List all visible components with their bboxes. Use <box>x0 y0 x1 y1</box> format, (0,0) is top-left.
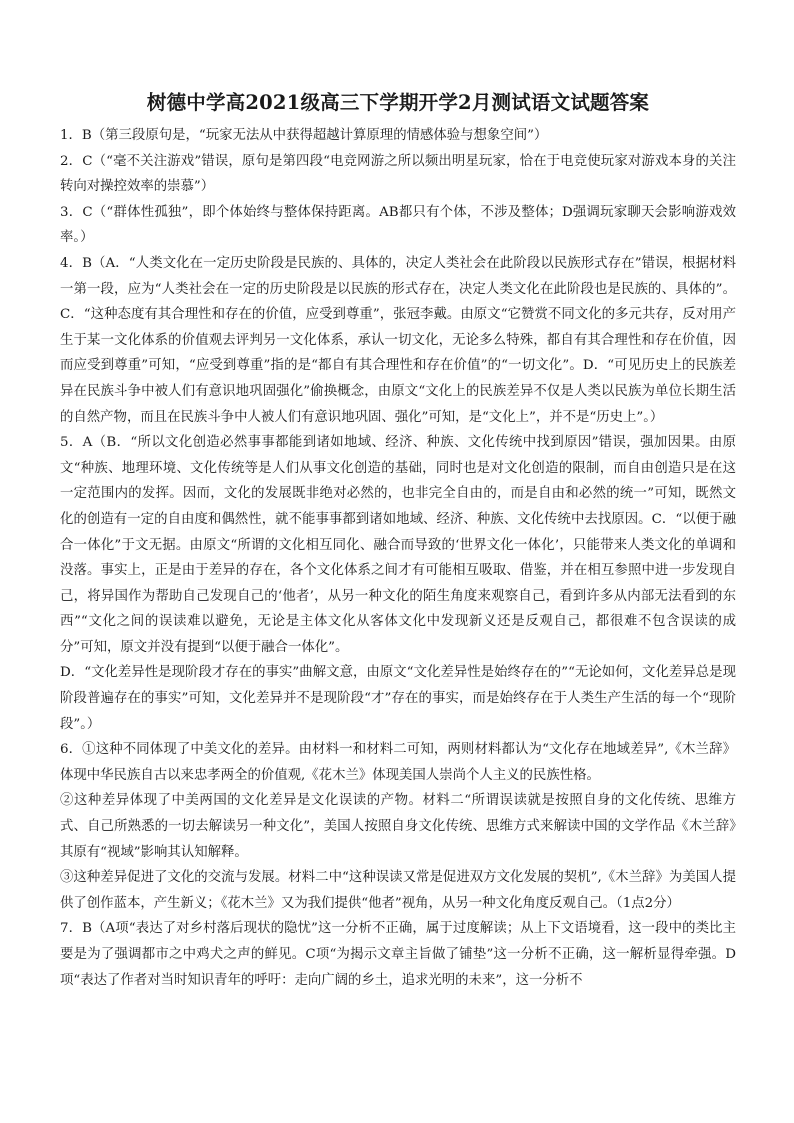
answer-6-point-1: 6．①这种不同体现了中美文化的差异。由材料一和材料二可知，两则材料都认为“文化存在地域差异”,《木兰辞》体现中华民族自古以来忠孝两全的价值观,《花木兰》体现美国人崇尚个人主义的民族性格。 <box>60 742 736 783</box>
answer-7: 7．B（A项“表达了对乡村落后现状的隐忧”这一分析不正确，属于过度解读；从上下文语境看，这一段中的类比主要是为了强调都市之中鸡犬之声的鲜见。C项“为揭示文章主旨做了铺垫”这一分析不正确，这一解析显得牵强。D项“表达了作者对当时知识青年的呼吁：走向广阔的乡土，追求光明的未来”，这一分析不 <box>60 921 736 988</box>
answer-5: 5．A（B．“所以文化创造必然事事都能到诸如地域、经济、种族、文化传统中找到原因”错误，强加因果。由原文“种族、地理环境、文化传统等是人们从事文化创造的基础，同时也是对文化创造的限制，而自由创造只是在这一定范围内的发挥。因而，文化的发展既非绝对必然的，也非完全自由的，而是自由和必然的统一”可知，既然文化的创造有一定的自由度和偶然性，就不能事事都到诸如地域、经济、种族、文化传统中去找原因。C．“以便于融合一体化”于文无据。由原文“所谓的文化相互同化、融合而导致的‘世界文化一体化’，只能带来人类文化的单调和没落。事实上，正是由于差异的存在，各个文化体系之间才有可能相互吸取、借鉴，并在相互参照中进一步发现自己，将异国作为帮助自己发现自己的‘他者’，从另一种文化的陌生角度来观察自己，看到许多从内部无法看到的东西”“文化之间的误读难以避免，无论是主体文化从客体文化中发现新义还是反观自己，都很难不包含误读的成分”可知，原文并没有提到“以便于融合一体化”。 <box>60 435 736 655</box>
answer-5-option-d: D．“文化差异性是现阶段才存在的事实”曲解文意，由原文“文化差异性是始终存在的”“无论如何，文化差异总是现阶段普遍存在的事实”可知，文化差异并不是现阶段“才”存在的事实，而是始终存在于人类生产生活的每一个“现阶段”。） <box>60 665 736 732</box>
answer-6-point-2: ②这种差异体现了中美两国的文化差异是文化误读的产物。材料二“所谓误读就是按照自身的文化传统、思维方式、自己所熟悉的一切去解读另一种文化”，美国人按照自身文化传统、思维方式来解读中国的文学作品《木兰辞》其原有“视域”影响其认知解释。 <box>60 793 736 860</box>
document-page <box>60 88 736 993</box>
answer-4: 4．B（A．“人类文化在一定历史阶段是民族的、具体的，决定人类社会在此阶段以民族形式存在”错误，根据材料一第一段，应为“人类社会在一定的历史阶段是以民族的形式存在，决定人类文化在此阶段也是民族的、具体的”。C．“这种态度有其合理性和存在的价值，应受到尊重”，张冠李戴。由原文“它赞赏不同文化的多元共存，反对用产生于某一文化体系的价值观去评判另一文化体系，承认一切文化，无论多么特殊，都自有其合理性和存在价值，因而应受到尊重”可知，“应受到尊重”指的是“都自有其合理性和存在价值”的“一切文化”。D．“可见历史上的民族差异在民族斗争中被人们有意识地巩固强化”偷换概念，由原文“文化上的民族差异不仅是人类以民族为单位长期生活的自然产物，而且在民族斗争中人被人们有意识地巩固、强化”可知，是“文化上”，并不是“历史上”。） <box>60 255 736 425</box>
answer-6-point-3: ③这种差异促进了文化的交流与发展。材料二中“这种误读又常是促进双方文化发展的契机”,《木兰辞》为美国人提供了创作蓝本，产生新义；《花木兰》又为我们提供“他者”视角，从另一种文化角度反观自己。（1点2分） <box>60 870 736 911</box>
document-title: 树德中学高2021级高三下学期开学2月测试语文试题答案 <box>146 91 650 114</box>
answer-list <box>60 123 736 993</box>
answer-2: 2．C（“毫不关注游戏”错误，原句是第四段“电竞网游之所以频出明星玩家，恰在于电竞使玩家对游戏本身的关注转向对操控效率的崇慕”） <box>60 153 736 195</box>
answer-3: 3．C（“群体性孤独”，即个体始终与整体保持距离。AB都只有个体，不涉及整体；D强调玩家聊天会影响游戏效率。） <box>60 204 736 246</box>
answer-1: 1．B（第三段原句是，“玩家无法从中获得超越计算原理的情感体验与想象空间”） <box>60 128 548 143</box>
